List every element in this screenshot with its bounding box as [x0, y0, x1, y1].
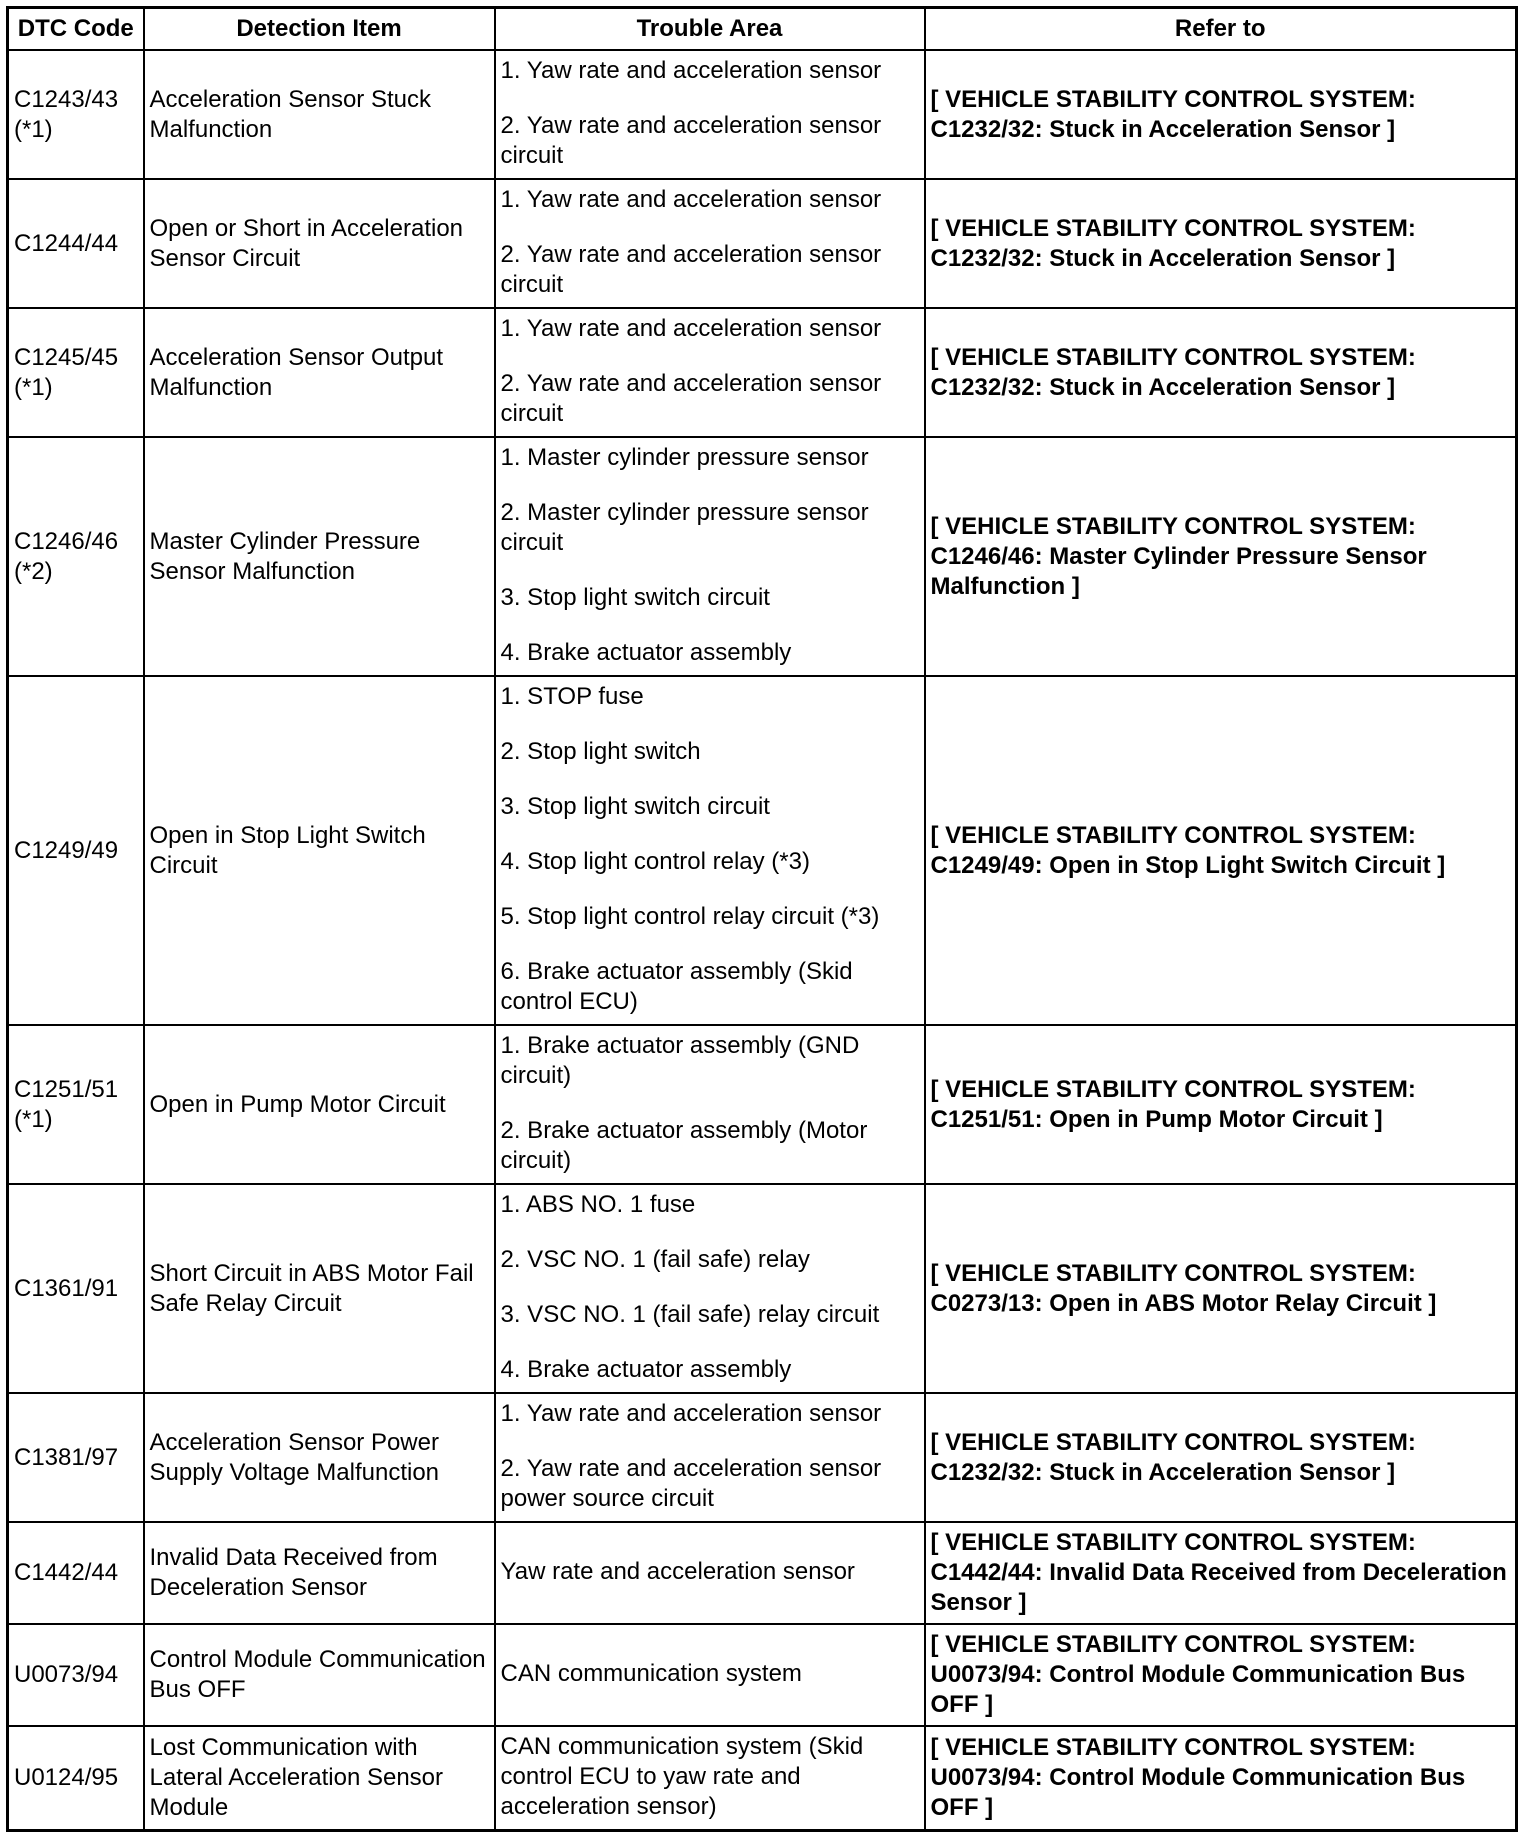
- trouble-area-cell: [495, 179, 925, 308]
- dtc-code-cell: C1244/44: [8, 179, 144, 308]
- trouble-area-item: 3. VSC NO. 1 (fail safe) relay circuit: [500, 1301, 880, 1328]
- detection-item-cell: Acceleration Sensor Power Supply Voltage Malfunction: [144, 1393, 495, 1522]
- trouble-area-item: 4. Brake actuator assembly: [500, 1356, 792, 1383]
- refer-to-link[interactable]: [ VEHICLE STABILITY CONTROL SYSTEM: C0273/13: Open in ABS Motor Relay Circuit ]: [925, 1184, 1517, 1393]
- dtc-code-cell: C1361/91: [8, 1184, 144, 1393]
- trouble-area-cell: [495, 1624, 925, 1726]
- trouble-area-item: 1. Yaw rate and acceleration sensor: [500, 315, 882, 342]
- trouble-area-item: 2. Yaw rate and acceleration sensor circuit: [500, 112, 882, 169]
- table-row: [8, 179, 1517, 308]
- dtc-code-cell: C1243/43 (*1): [8, 50, 144, 179]
- trouble-area-cell: [495, 437, 925, 676]
- detection-item-cell: Open in Pump Motor Circuit: [144, 1025, 495, 1184]
- trouble-area-item: CAN communication system (Skid control ECU to yaw rate and acceleration sensor): [500, 1733, 864, 1820]
- table-row: [8, 308, 1517, 437]
- table-body: [8, 50, 1517, 1831]
- table-row: [8, 1184, 1517, 1393]
- table-row: [8, 1522, 1517, 1624]
- header-trouble-area: Trouble Area: [495, 8, 925, 51]
- table-row: [8, 437, 1517, 676]
- table-row: [8, 50, 1517, 179]
- table-row: [8, 1025, 1517, 1184]
- trouble-area-cell: [495, 1025, 925, 1184]
- trouble-area-item: 1. Yaw rate and acceleration sensor: [500, 1400, 882, 1427]
- refer-to-link[interactable]: [ VEHICLE STABILITY CONTROL SYSTEM: C1232/32: Stuck in Acceleration Sensor ]: [925, 179, 1517, 308]
- trouble-area-item: 2. Yaw rate and acceleration sensor circuit: [500, 370, 882, 427]
- trouble-area-item: 1. Master cylinder pressure sensor: [500, 444, 869, 471]
- header-detection-item: Detection Item: [144, 8, 495, 51]
- trouble-area-item: 4. Brake actuator assembly: [500, 639, 792, 666]
- detection-item-cell: Acceleration Sensor Output Malfunction: [144, 308, 495, 437]
- refer-to-link[interactable]: [ VEHICLE STABILITY CONTROL SYSTEM: C1232/32: Stuck in Acceleration Sensor ]: [925, 50, 1517, 179]
- table-row: [8, 1624, 1517, 1726]
- trouble-area-cell: [495, 1726, 925, 1831]
- refer-to-link[interactable]: [ VEHICLE STABILITY CONTROL SYSTEM: C1246/46: Master Cylinder Pressure Sensor Malfunction ]: [925, 437, 1517, 676]
- detection-item-cell: Master Cylinder Pressure Sensor Malfunction: [144, 437, 495, 676]
- trouble-area-item: 1. ABS NO. 1 fuse: [500, 1191, 696, 1218]
- trouble-area-item: 1. Yaw rate and acceleration sensor: [500, 57, 882, 84]
- refer-to-link[interactable]: [ VEHICLE STABILITY CONTROL SYSTEM: C1251/51: Open in Pump Motor Circuit ]: [925, 1025, 1517, 1184]
- header-dtc-code: DTC Code: [8, 8, 144, 51]
- trouble-area-cell: [495, 308, 925, 437]
- dtc-code-cell: C1381/97: [8, 1393, 144, 1522]
- trouble-area-item: Yaw rate and acceleration sensor: [500, 1558, 855, 1585]
- refer-to-link[interactable]: [ VEHICLE STABILITY CONTROL SYSTEM: U0073/94: Control Module Communication Bus OFF ]: [925, 1726, 1517, 1831]
- detection-item-cell: Control Module Communication Bus OFF: [144, 1624, 495, 1726]
- refer-to-link[interactable]: [ VEHICLE STABILITY CONTROL SYSTEM: C1232/32: Stuck in Acceleration Sensor ]: [925, 1393, 1517, 1522]
- dtc-code-cell: C1246/46 (*2): [8, 437, 144, 676]
- table-row: [8, 1726, 1517, 1831]
- trouble-area-item: 3. Stop light switch circuit: [500, 584, 770, 611]
- trouble-area-cell: [495, 1522, 925, 1624]
- dtc-table: [6, 6, 1518, 1832]
- trouble-area-item: CAN communication system: [500, 1660, 802, 1687]
- trouble-area-item: 2. Stop light switch: [500, 738, 701, 765]
- trouble-area-cell: [495, 676, 925, 1025]
- dtc-code-cell: U0073/94: [8, 1624, 144, 1726]
- trouble-area-item: 1. Brake actuator assembly (GND circuit): [500, 1032, 860, 1089]
- dtc-code-cell: C1251/51 (*1): [8, 1025, 144, 1184]
- trouble-area-item: 1. Yaw rate and acceleration sensor: [500, 186, 882, 213]
- refer-to-link[interactable]: [ VEHICLE STABILITY CONTROL SYSTEM: U0073/94: Control Module Communication Bus OFF ]: [925, 1624, 1517, 1726]
- refer-to-link[interactable]: [ VEHICLE STABILITY CONTROL SYSTEM: C1442/44: Invalid Data Received from Deceleration Sensor ]: [925, 1522, 1517, 1624]
- trouble-area-item: 2. Yaw rate and acceleration sensor power source circuit: [500, 1455, 882, 1512]
- trouble-area-item: 4. Stop light control relay (*3): [500, 848, 810, 875]
- trouble-area-item: 3. Stop light switch circuit: [500, 793, 770, 820]
- trouble-area-item: 5. Stop light control relay circuit (*3): [500, 903, 880, 930]
- header-refer-to: Refer to: [925, 8, 1517, 51]
- refer-to-link[interactable]: [ VEHICLE STABILITY CONTROL SYSTEM: C1232/32: Stuck in Acceleration Sensor ]: [925, 308, 1517, 437]
- trouble-area-item: 2. Yaw rate and acceleration sensor circuit: [500, 241, 882, 298]
- table-header-row: [8, 8, 1517, 51]
- trouble-area-item: 1. STOP fuse: [500, 683, 644, 710]
- trouble-area-item: 6. Brake actuator assembly (Skid control ECU): [500, 958, 853, 1015]
- dtc-code-cell: C1245/45 (*1): [8, 308, 144, 437]
- detection-item-cell: Open in Stop Light Switch Circuit: [144, 676, 495, 1025]
- refer-to-link[interactable]: [ VEHICLE STABILITY CONTROL SYSTEM: C1249/49: Open in Stop Light Switch Circuit ]: [925, 676, 1517, 1025]
- trouble-area-cell: [495, 1184, 925, 1393]
- table-row: [8, 1393, 1517, 1522]
- trouble-area-cell: [495, 1393, 925, 1522]
- trouble-area-cell: [495, 50, 925, 179]
- detection-item-cell: Invalid Data Received from Deceleration Sensor: [144, 1522, 495, 1624]
- detection-item-cell: Short Circuit in ABS Motor Fail Safe Relay Circuit: [144, 1184, 495, 1393]
- detection-item-cell: Open or Short in Acceleration Sensor Circuit: [144, 179, 495, 308]
- dtc-code-cell: C1249/49: [8, 676, 144, 1025]
- trouble-area-item: 2. Brake actuator assembly (Motor circuit): [500, 1117, 868, 1174]
- trouble-area-item: 2. Master cylinder pressure sensor circuit: [500, 499, 869, 556]
- detection-item-cell: Lost Communication with Lateral Acceleration Sensor Module: [144, 1726, 495, 1831]
- detection-item-cell: Acceleration Sensor Stuck Malfunction: [144, 50, 495, 179]
- trouble-area-item: 2. VSC NO. 1 (fail safe) relay: [500, 1246, 810, 1273]
- table-row: [8, 676, 1517, 1025]
- dtc-code-cell: U0124/95: [8, 1726, 144, 1831]
- dtc-code-cell: C1442/44: [8, 1522, 144, 1624]
